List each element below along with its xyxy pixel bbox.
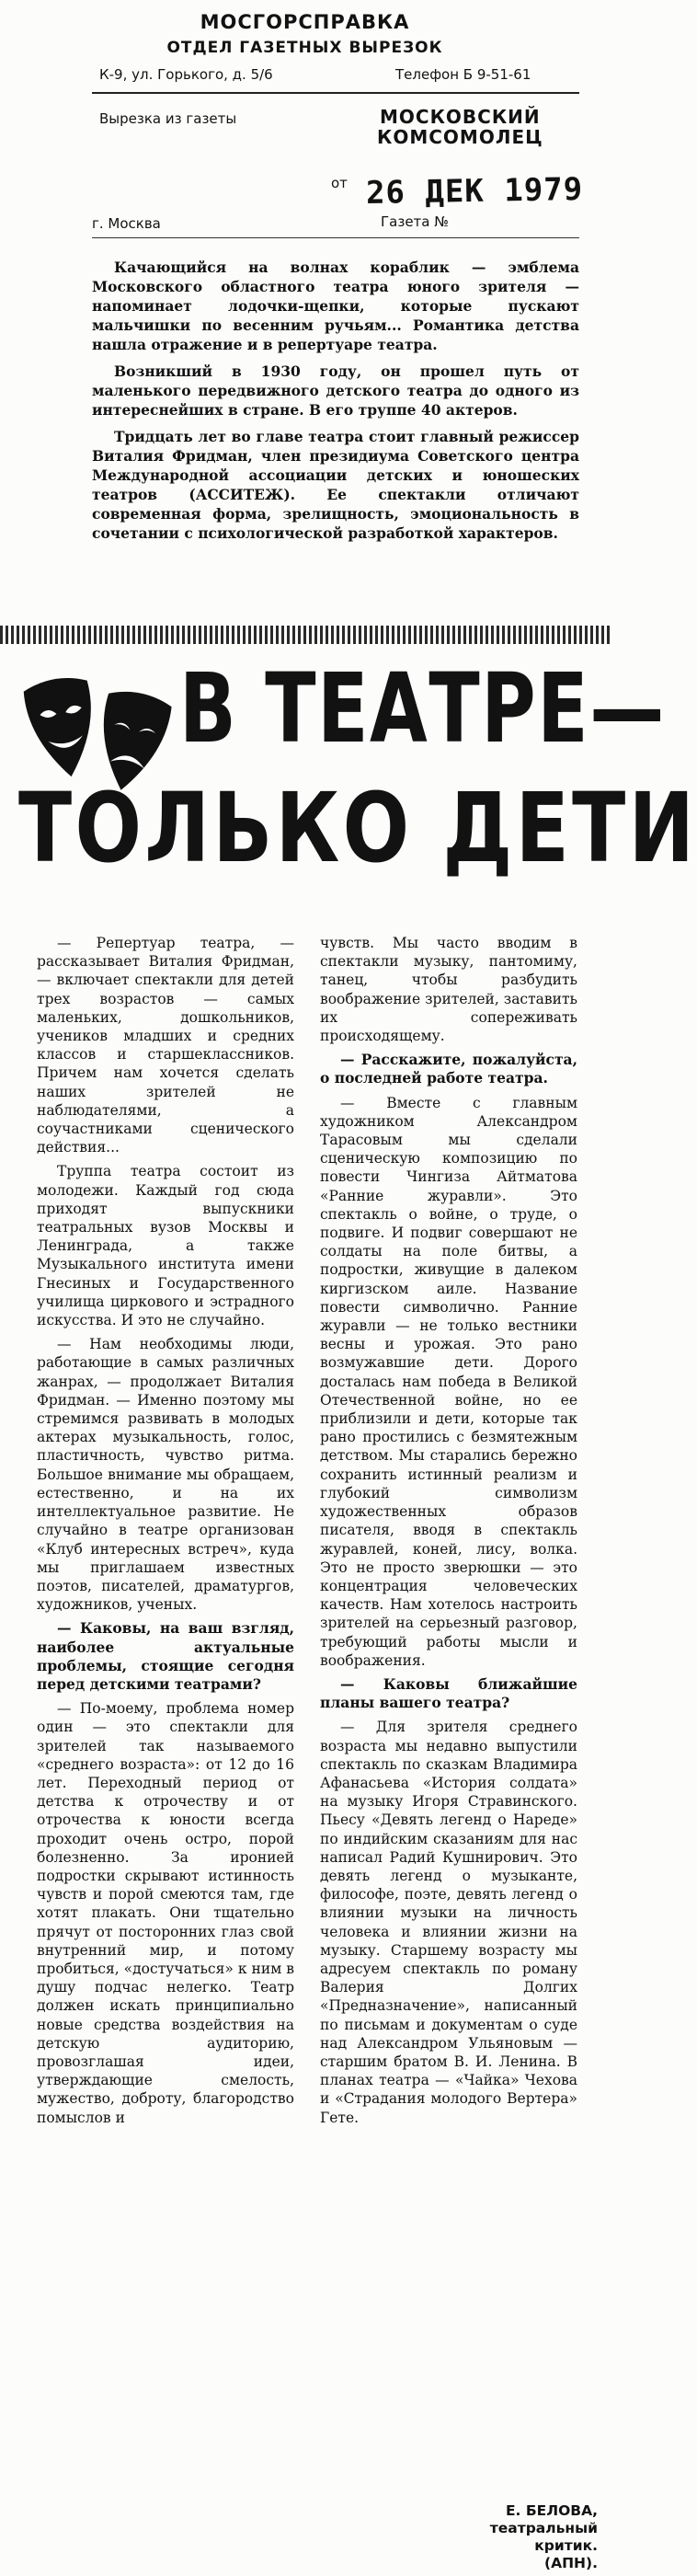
column-paragraph: чувств. Мы часто вводим в спектакли музыку, пантомиму, танец, чтобы разбудить воображение зрителей, заставить их сопереживать происходящему.	[320, 935, 577, 1045]
headline-line1: В ТЕАТРЕ—	[179, 652, 666, 765]
newspaper-line2: КОМСОМОЛЕЦ	[377, 126, 543, 148]
banner-hatch-border	[0, 626, 610, 644]
clip-divider	[92, 237, 579, 238]
author-role: театральный критик.	[489, 2520, 598, 2554]
column-paragraph: — По-моему, проблема номер один — это спектакли для зрителей так называемого «среднего возраста»: от 12 до 16 лет. Переходный период от детства к отрочеству и от отрочества к юности всегда проходит очень остро, порой болезненно. За иронией подростки скрывают истинность чувств и порой смеются там, где хотят плакать. Они тщательно прячут от посторонних глаз свой внутренний мир, и потому пробиться, «достучаться» к ним в душу подчас нелегко. Театр должен искать принципиально новые средства воздействия на детскую аудиторию, провозглашая идеи, утверждающие смелость, мужество, доброту, благородство помыслов и	[37, 1700, 294, 2126]
org-phone: Телефон Б 9-51-61	[395, 66, 531, 83]
org-address: К-9, ул. Горького, д. 5/6	[99, 66, 273, 83]
author-signature	[432, 2502, 598, 2572]
lead-paragraph: Тридцать лет во главе театра стоит главный режиссер Виталия Фридман, член президиума Советского центра Международной ассоциации детских и юношеских театров (АССИТЕЖ). Ее спектакли отличают современная форма, зрелищность, эмоциональность в сочетании с психологической разработкой характеров.	[92, 428, 579, 542]
column-paragraph: — Репертуар театра, — рассказывает Виталия Фридман, — включает спектакли для детей трех возрастов — самых маленьких, дошкольников, учеников младших и средних классов и старшеклассников. Причем нам хочется сделать наших зрителей не наблюдателями, а соучастниками сценического действия...	[37, 935, 294, 1156]
gazeta-number: Газета №	[381, 213, 449, 230]
lead-paragraph: Возникший в 1930 году, он прошел путь от маленького передвижного детского театра до одного из интереснейших в стране. В его труппе 40 актеров.	[92, 362, 579, 419]
column-paragraph: — Для зрителя среднего возраста мы недавно выпустили спектакль по сказкам Владимира Афанасьева «История солдата» на музыку Игоря Стравинского. Пьесу «Девять легенд о Нареде» по индийским сказаниям для нас написал Радий Кушнирович. Это девять легенд о музыканте, философе, поэте, девять легенд о влиянии музыки на личность человека и влиянии жизни на музыку. Старшему возрасту мы адресуем спектакль по роману Валерия Долгих «Предназначение», написанный по письмам и документам о суде над Александром Ульяновым — старшим братом В. И. Ленина. В планах театра — «Чайка» Чехова и «Страдания молодого Вертера» Гете.	[320, 1719, 577, 2126]
column-paragraph: — Нам необходимы люди, работающие в самых различных жанрах, — продолжает Виталия Фридман. — Именно поэтому мы стремимся развивать в молодых актерах музыкальность, голос, пластичность, чувство ритма. Большое внимание мы обращаем, естественно, и на их интеллектуальное развитие. Не случайно в театре организован «Клуб интересных встреч», куда мы приглашаем известных поэтов, писателей, драматургов, художников, ученых.	[37, 1336, 294, 1614]
interview-question: — Каковы ближайшие планы вашего театра?	[320, 1674, 577, 1712]
clip-label: Вырезка из газеты	[99, 110, 237, 127]
date-prefix: от	[331, 175, 348, 191]
header-divider	[92, 92, 579, 94]
interview-question: — Расскажите, пожалуйста, о последней работе театра.	[320, 1051, 577, 1087]
article-column-1	[37, 934, 294, 2133]
article-column-2	[320, 934, 577, 2133]
dept-name: ОТДЕЛ ГАЗЕТНЫХ ВЫРЕЗОК	[166, 39, 443, 57]
city: г. Москва	[92, 215, 161, 232]
newspaper-line1: МОСКОВСКИЙ	[379, 106, 541, 128]
headline-line2: ТОЛЬКО ДЕТИ	[18, 772, 697, 884]
org-name: МОСГОРСПРАВКА	[200, 11, 410, 33]
author-agency: (АПН).	[544, 2555, 598, 2571]
newspaper-name	[377, 107, 543, 147]
date-stamp: 26 ДЕК 1979	[365, 170, 584, 213]
interview-question: — Каковы, на ваш взгляд, наиболее актуальные проблемы, стоящие сегодня перед детскими театрами?	[37, 1619, 294, 1693]
column-paragraph: Труппа театра состоит из молодежи. Каждый год сюда приходят выпускники театральных вузов Москвы и Ленинграда, а также Музыкального института имени Гнесиных и Государственного училища циркового и эстрадного искусства. И это не случайно.	[37, 1163, 294, 1329]
author-name: Е. БЕЛОВА,	[505, 2502, 598, 2519]
column-paragraph: — Вместе с главным художником Александром Тарасовым мы сделали сценическую композицию по повести Чингиза Айтматова «Ранние журавли». Это спектакль о войне, о труде, о подвиге. И подвиг совершают не солдаты на поле битвы, а подростки, живущие в далеком киргизском аиле. Название повести символично. Ранние журавли — не только вестники весны и урожая. Это рано возмужавшие дети. Дорого досталась нам победа в Великой Отечественной войне, но ее приблизили и дети, которые так рано простились с безмятежным детством. Мы старались бережно сохранить истинный реализм и глубокий символизм художественных образов писателя, вводя в спектакль журавлей, коней, лису, волка. Это не просто зверюшки — это концентрация человеческих качеств. Нам хотелось настроить зрителей на серьезный разговор, требующий работы мысли и воображения.	[320, 1094, 577, 1669]
lead-paragraph: Качающийся на волнах кораблик — эмблема Московского областного театра юного зрителя — напоминает лодочки-щепки, которые пускают мальчишки по весенним ручьям... Романтика детства нашла отражение и в репертуаре театра.	[92, 259, 579, 353]
lead-paragraphs	[92, 258, 579, 550]
